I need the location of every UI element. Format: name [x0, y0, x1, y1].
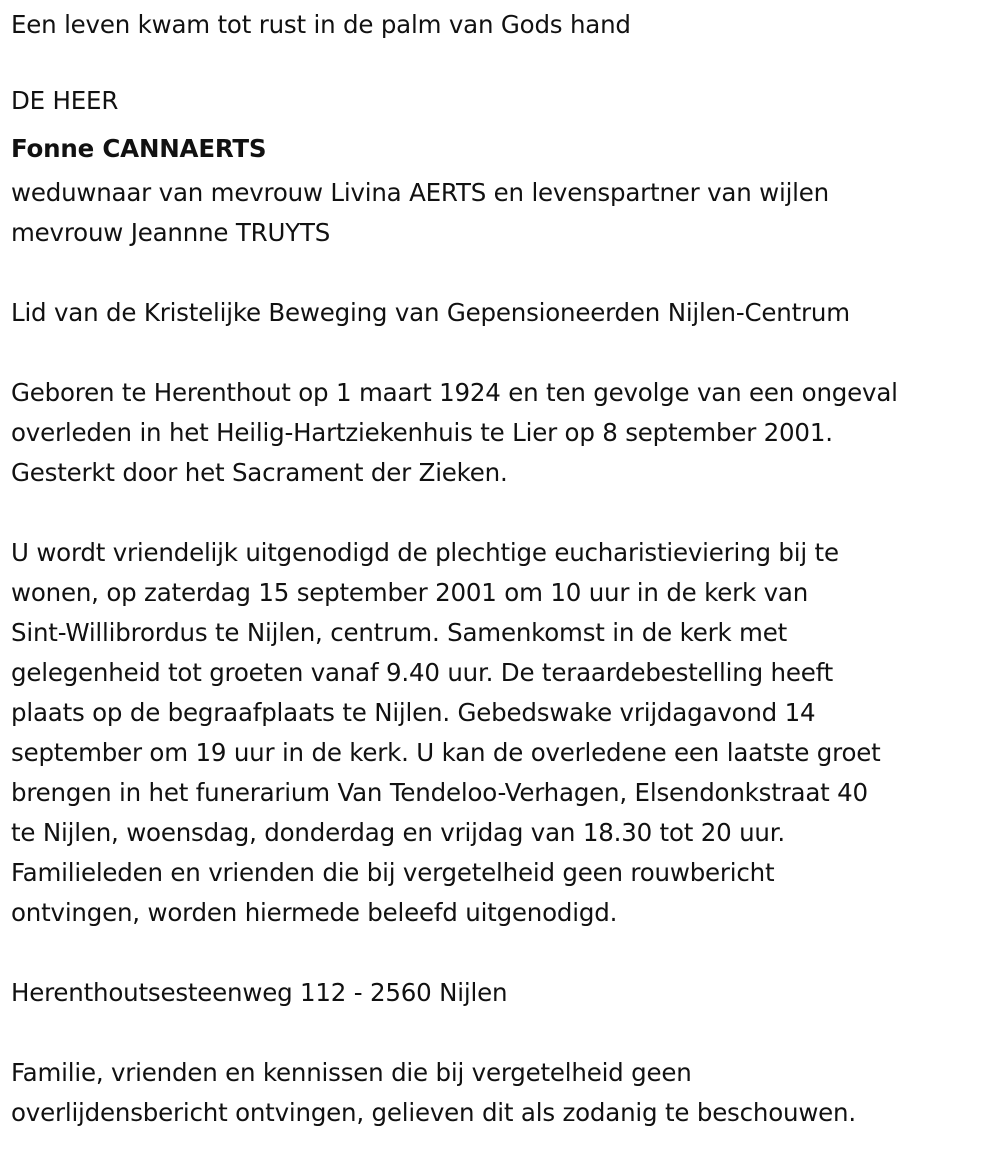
- life-details-line: Gesterkt door het Sacrament der Zieken.: [11, 458, 508, 487]
- closing-line: overlijdensbericht ontvingen, gelieven dit als zodanig te beschouwen.: [11, 1098, 856, 1127]
- ceremony-line: ontvingen, worden hiermede beleefd uitgenodigd.: [11, 898, 618, 927]
- life-details-line: Geboren te Herenthout op 1 maart 1924 en ten gevolge van een ongeval: [11, 378, 898, 407]
- ceremony-line: september om 19 uur in de kerk. U kan de overledene een laatste groet: [11, 738, 881, 767]
- relations-line: mevrouw Jeannne TRUYTS: [11, 218, 331, 247]
- motto: Een leven kwam tot rust in de palm van Gods hand: [11, 10, 631, 39]
- life-details-line: overleden in het Heilig-Hartziekenhuis te Lier op 8 september 2001.: [11, 418, 833, 447]
- life-details: [11, 373, 989, 493]
- deceased-name: Fonne CANNAERTS: [11, 134, 267, 163]
- closing-line: Familie, vrienden en kennissen die bij vergetelheid geen: [11, 1058, 692, 1087]
- address: Herenthoutsesteenweg 112 - 2560 Nijlen: [11, 978, 508, 1007]
- ceremony-line: Familieleden en vrienden die bij vergetelheid geen rouwbericht: [11, 858, 775, 887]
- relations: [11, 173, 989, 253]
- membership: Lid van de Kristelijke Beweging van Gepensioneerden Nijlen-Centrum: [11, 298, 850, 327]
- ceremony-line: Sint-Willibrordus te Nijlen, centrum. Samenkomst in de kerk met: [11, 618, 787, 647]
- closing-note: [11, 1053, 989, 1133]
- salutation: DE HEER: [11, 86, 119, 115]
- ceremony-line: U wordt vriendelijk uitgenodigd de plechtige eucharistieviering bij te: [11, 538, 839, 567]
- ceremony-line: brengen in het funerarium Van Tendeloo-Verhagen, Elsendonkstraat 40: [11, 778, 868, 807]
- relations-line: weduwnaar van mevrouw Livina AERTS en levenspartner van wijlen: [11, 178, 829, 207]
- ceremony-line: wonen, op zaterdag 15 september 2001 om 10 uur in de kerk van: [11, 578, 809, 607]
- ceremony-details: [11, 533, 989, 933]
- ceremony-line: plaats op de begraafplaats te Nijlen. Gebedswake vrijdagavond 14: [11, 698, 816, 727]
- ceremony-line: gelegenheid tot groeten vanaf 9.40 uur. De teraardebestelling heeft: [11, 658, 834, 687]
- ceremony-line: te Nijlen, woensdag, donderdag en vrijdag van 18.30 tot 20 uur.: [11, 818, 785, 847]
